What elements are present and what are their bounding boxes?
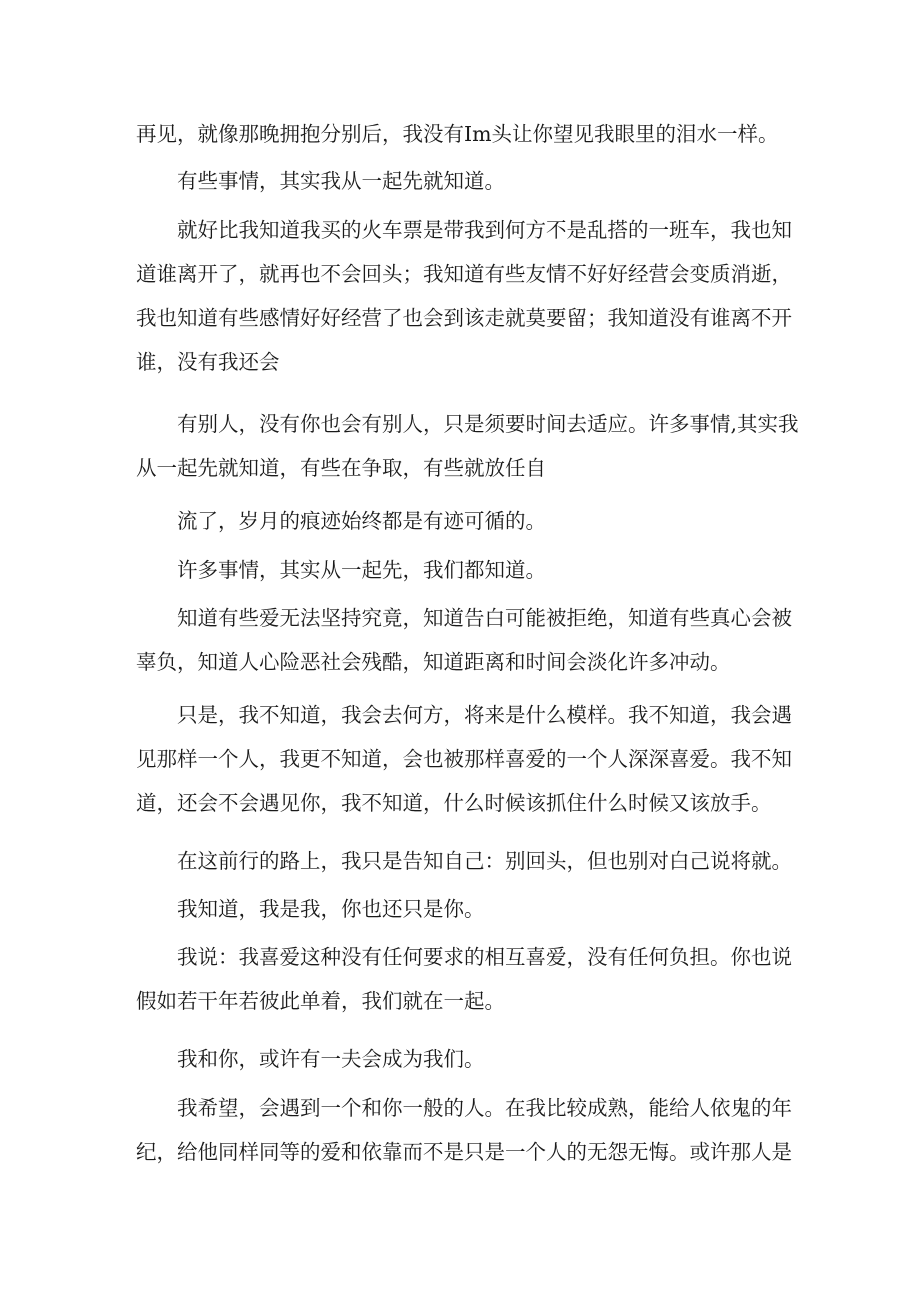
- paragraph-5: [136, 499, 786, 543]
- paragraph-line: 辜负，知道人心险恶社会残酷，知道距离和时间会淡化许多冲动。: [136, 650, 731, 674]
- paragraph-9: [136, 839, 792, 883]
- paragraph-line: 许多事情，其实从一起先，我们都知道。: [177, 558, 546, 582]
- paragraph-1: [136, 112, 786, 156]
- paragraph-line: 再见，就像那晚拥抱分别后，我没有Im头让你望见我眼里的泪水一样。: [136, 122, 779, 146]
- paragraph-line: 假如若干年若彼此单着，我们就在一起。: [136, 989, 505, 1013]
- paragraph-line: 只是，我不知道，我会去何方，将来是什么模样。我不知道，我会遇: [177, 703, 792, 727]
- paragraph-line: 就好比我知道我买的火车票是带我到何方不是乱搭的一班车，我也知: [177, 218, 792, 242]
- paragraph-line: 在这前行的路上，我只是告知自己：别回头，但也别对白己说将就。: [177, 849, 792, 873]
- paragraph-7: [136, 596, 792, 684]
- paragraph-2: [136, 159, 786, 203]
- paragraph-line: 流了，岁月的痕迹始终都是有迹可循的。: [177, 509, 546, 533]
- paragraph-11: [136, 935, 792, 1023]
- paragraph-10: [136, 887, 786, 931]
- paragraph-line: 见那样一个人，我更不知道，会也被那样喜爱的一个人深深喜爱。我不知: [136, 747, 792, 771]
- paragraph-13: [136, 1086, 792, 1174]
- paragraph-3: [136, 208, 792, 384]
- paragraph-6: [136, 548, 786, 592]
- paragraph-line: 我也知道有些感情好好经营了也会到该走就莫要留；我知道没有谁离不开: [136, 306, 792, 330]
- paragraph-line: 谁，没有我还会: [136, 350, 280, 374]
- paragraph-line: 我知道，我是我，你也还只是你。: [177, 897, 485, 921]
- paragraph-line: 我说：我喜爱这种没有任何要求的相互喜爱，没有任何负担。你也说: [177, 945, 792, 969]
- paragraph-line: 道谁离开了，就再也不会回头；我知道有些友情不好好经营会变质消逝，: [136, 262, 792, 286]
- paragraph-line: 我希望，会遇到一个和你一般的人。在我比较成熟，能给人依鬼的年: [177, 1096, 792, 1120]
- paragraph-line: 我和你，或许有一夫会成为我们。: [177, 1047, 485, 1071]
- paragraph-line: 有些事情，其实我从一起先就知道。: [177, 169, 505, 193]
- paragraph-line: 知道有些爱无法坚持究竟，知道告白可能被拒绝，知道有些真心会被: [177, 606, 792, 630]
- paragraph-line: 纪，给他同样同等的爱和依靠而不是只是一个人的无怨无悔。或许那人是: [136, 1140, 792, 1164]
- paragraph-line: 有别人，没有你也会有别人，只是须要时间去适应。许多事情,其实我: [177, 412, 799, 436]
- paragraph-4: [136, 402, 799, 490]
- paragraph-line: 道，还会不会遇见你，我不知道，什么时候该抓住什么时候又该放手。: [136, 791, 772, 815]
- paragraph-line: 从一起先就知道，有些在争取，有些就放任自: [136, 456, 546, 480]
- paragraph-8: [136, 693, 792, 825]
- paragraph-12: [136, 1037, 786, 1081]
